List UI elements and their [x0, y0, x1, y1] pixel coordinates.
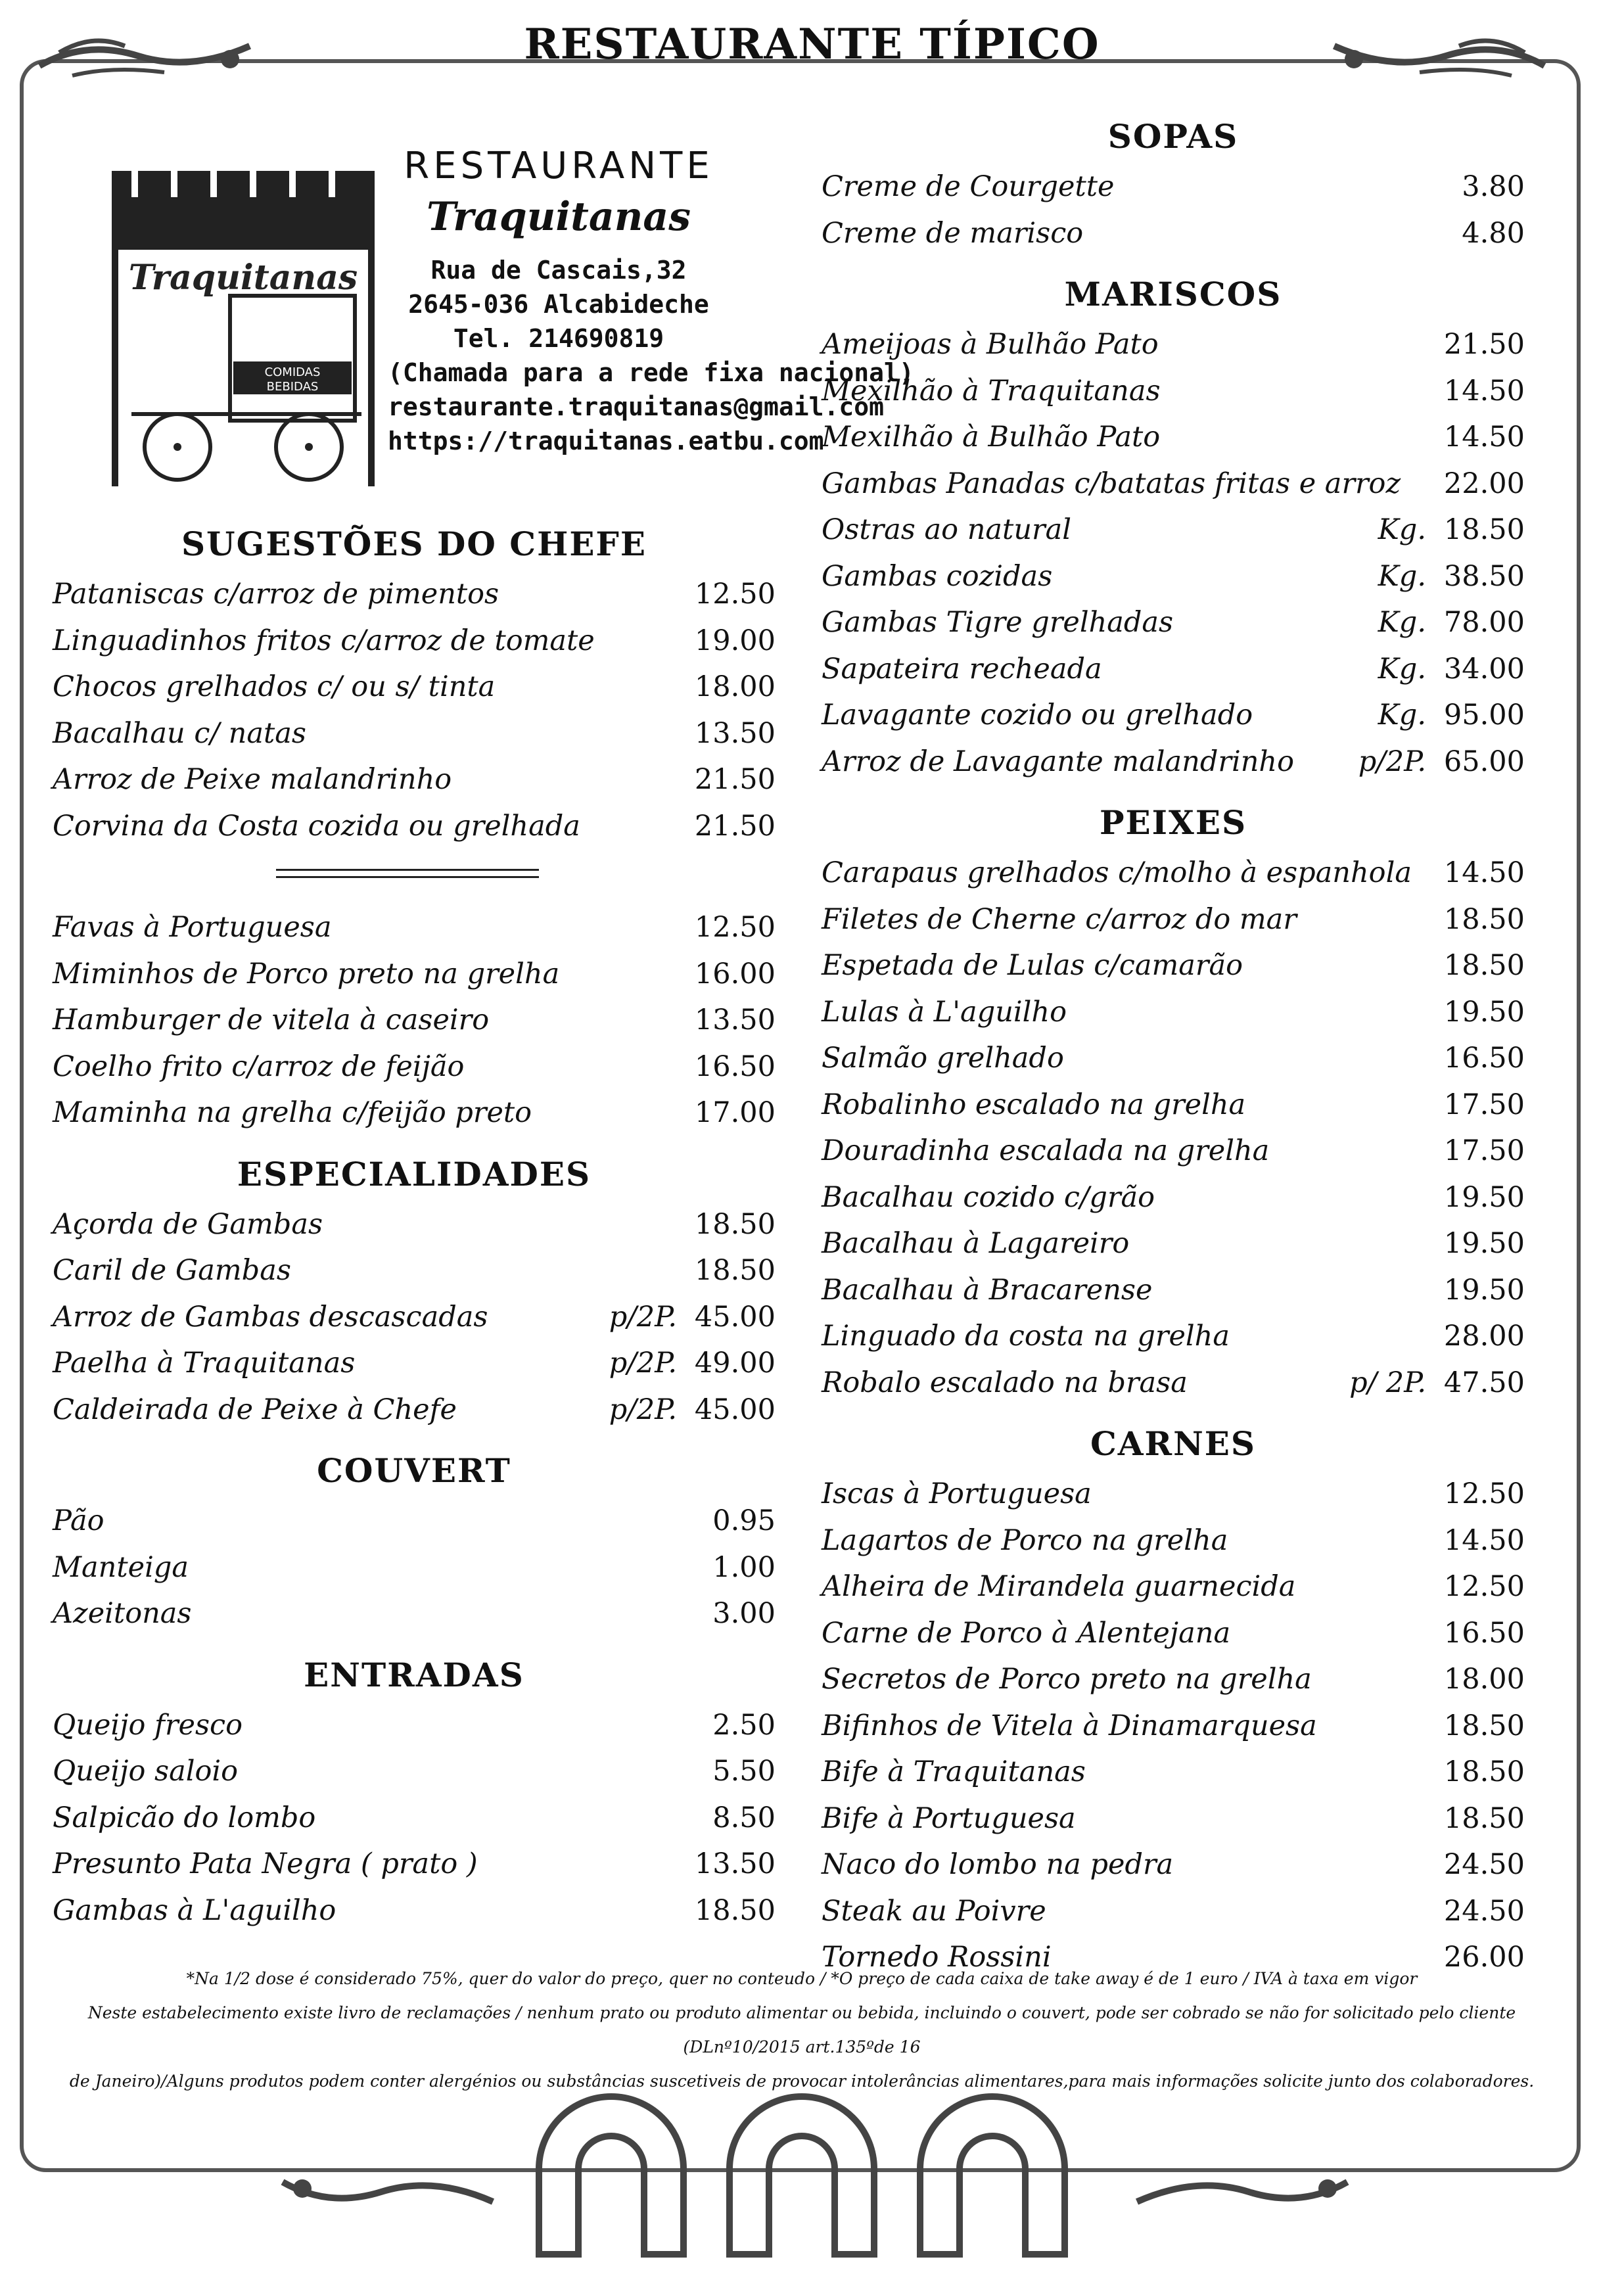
- menu-item: [53, 958, 776, 1004]
- menu-item: [53, 1597, 776, 1644]
- menu-item: [53, 763, 776, 810]
- menu-item-name: Ameijoas à Bulhão Pato: [822, 328, 1159, 361]
- menu-item-name: Arroz de Gambas descascadas: [53, 1300, 488, 1334]
- menu-item-name: Coelho frito c/arroz de feijão: [53, 1050, 465, 1083]
- menu-item: [822, 328, 1525, 375]
- menu-item-name: Alheira de Mirandela guarnecida: [822, 1570, 1296, 1603]
- footer-line: de Janeiro)/Alguns produtos podem conter alergénios ou substâncias suscetiveis de provocar intolerâncias alimentares,para mais informações solicite junto dos colaboradores.: [69, 2072, 1535, 2091]
- menu-item-unit: Kg.: [1378, 652, 1426, 685]
- menu-item-unit: p/2P.: [609, 1393, 677, 1426]
- menu-item-name: Gambas Tigre grelhadas: [822, 606, 1174, 639]
- menu-item: [53, 1551, 776, 1598]
- menu-item-price: 22.00: [1443, 467, 1525, 500]
- phone[interactable]: Tel. 214690819: [453, 324, 664, 353]
- menu-item-price: 14.50: [1443, 856, 1525, 889]
- menu-item-price: 13.50: [694, 716, 776, 750]
- email-link[interactable]: restaurante.traquitanas@gmail.com: [388, 392, 884, 421]
- section-title: PEIXES: [1099, 803, 1247, 842]
- menu-item: [822, 1802, 1525, 1849]
- menu-item: [53, 1096, 776, 1143]
- menu-item: [53, 1504, 776, 1551]
- logo-cart-text-comidas: COMIDAS: [264, 365, 321, 379]
- menu-item-price: 3.00: [712, 1597, 776, 1630]
- menu-item-name: Secretos de Porco preto na grelha: [822, 1663, 1312, 1696]
- section-title: SUGESTÕES DO CHEFE: [181, 524, 647, 563]
- page-title: RESTAURANTE TÍPICO: [524, 20, 1100, 69]
- menu-item: [822, 1895, 1525, 1941]
- menu-item-unit: Kg.: [1378, 513, 1426, 546]
- menu-item-price: 18.50: [1443, 949, 1525, 982]
- menu-item-price: 38.50: [1443, 559, 1525, 593]
- logo-cart-text-bebidas: BEBIDAS: [266, 380, 319, 394]
- menu-item-price: 21.50: [694, 809, 776, 843]
- menu-item: [822, 560, 1525, 607]
- menu-item-name: Mexilhão à Bulhão Pato: [822, 421, 1161, 453]
- menu-item-price: 18.50: [1443, 1801, 1525, 1835]
- logo-text: Traquitanas: [128, 258, 358, 298]
- menu-item-name: Gambas cozidas: [822, 559, 1053, 593]
- menu-item-price: 13.50: [694, 1004, 776, 1036]
- menu-item-name: Azeitonas: [53, 1597, 192, 1630]
- menu-item-unit: p/2P.: [1358, 745, 1426, 778]
- menu-item-name: Bifinhos de Vitela à Dinamarquesa: [822, 1709, 1317, 1742]
- phone-note: (Chamada para a rede fixa nacional): [388, 358, 914, 387]
- menu-item-name: Caldeirada de Peixe à Chefe: [53, 1393, 457, 1426]
- restaurant-name: Traquitanas: [426, 194, 691, 240]
- menu-item-name: Paelha à Traquitanas: [53, 1347, 356, 1380]
- menu-item-name: Creme de Courgette: [822, 170, 1115, 203]
- menu-item-price: 18.50: [1443, 513, 1525, 546]
- menu-item-price: 26.00: [1443, 1941, 1525, 1974]
- menu-item-name: Bife à Portuguesa: [822, 1801, 1076, 1835]
- menu-item: [822, 375, 1525, 421]
- menu-item-name: Iscas à Portuguesa: [822, 1477, 1092, 1510]
- menu-item-price: 14.50: [1443, 374, 1525, 407]
- scroll-ornament-icon: [276, 2162, 499, 2221]
- menu-item-name: Queijo fresco: [53, 1708, 243, 1742]
- menu-item-name: Filetes de Cherne c/arroz do mar: [822, 902, 1297, 936]
- menu-item-price: 21.50: [1443, 328, 1525, 361]
- menu-item: [822, 856, 1525, 903]
- menu-item: [822, 1755, 1525, 1802]
- horseshoe-icon: [920, 2097, 1065, 2254]
- menu-item-price: 47.50: [1443, 1366, 1525, 1399]
- menu-item-price: 18.00: [1443, 1663, 1525, 1696]
- menu-item-price: 3.80: [1462, 170, 1525, 203]
- menu-item-price: 18.50: [1443, 1755, 1525, 1788]
- menu-item-name: Miminhos de Porco preto na grelha: [53, 957, 560, 990]
- menu-item-name: Arroz de Peixe malandrinho: [53, 763, 452, 796]
- menu-item-name: Lagartos de Porco na grelha: [822, 1523, 1228, 1557]
- menu-item-name: Bife à Traquitanas: [822, 1755, 1086, 1788]
- menu-item-price: 12.50: [694, 578, 776, 611]
- menu-item-name: Gambas à L'aguilho: [53, 1893, 336, 1927]
- menu-item-price: 18.50: [1443, 902, 1525, 936]
- menu-item-name: Lavagante cozido ou grelhado: [822, 699, 1253, 731]
- menu-item-name: Steak au Poivre: [822, 1894, 1046, 1928]
- menu-item-price: 49.00: [694, 1347, 776, 1380]
- menu-item: [53, 911, 776, 958]
- menu-item-price: 5.50: [712, 1755, 776, 1788]
- menu-item-name: Pão: [53, 1504, 104, 1537]
- menu-item-name: Linguado da costa na grelha: [822, 1320, 1230, 1353]
- menu-item-unit: Kg.: [1378, 559, 1426, 593]
- menu-item: [822, 170, 1525, 217]
- menu-item-name: Douradinha escalada na grelha: [822, 1134, 1270, 1167]
- menu-item: [822, 1663, 1525, 1709]
- menu-item-name: Pataniscas c/arroz de pimentos: [53, 578, 499, 611]
- menu-item: [822, 513, 1525, 560]
- menu-item-price: 13.50: [694, 1847, 776, 1880]
- menu-item-name: Creme de marisco: [822, 216, 1084, 250]
- section-divider: [276, 869, 539, 878]
- menu-item: [822, 1848, 1525, 1895]
- menu-item: [53, 1050, 776, 1097]
- menu-item-price: 45.00: [694, 1393, 776, 1426]
- menu-item-price: 78.00: [1443, 606, 1525, 639]
- carriage-logo-icon: [105, 158, 381, 506]
- menu-item-price: 16.50: [1443, 1616, 1525, 1650]
- menu-item-price: 19.50: [1443, 1180, 1525, 1214]
- menu-item: [822, 467, 1525, 514]
- horseshoes-decoration: [513, 2077, 1170, 2261]
- menu-item: [822, 217, 1525, 264]
- section-title: ESPECIALIDADES: [237, 1154, 592, 1194]
- menu-item-price: 16.50: [1443, 1042, 1525, 1075]
- menu-item-price: 8.50: [712, 1801, 776, 1834]
- menu-item: [822, 1709, 1525, 1756]
- footer-line: *Na 1/2 dose é considerado 75%, quer do valor do preço, quer no conteudo / *O preço de cada caixa de take away é de 1 euro / IVA à taxa em vigor: [186, 1969, 1418, 1988]
- right-column: [822, 105, 1525, 1987]
- menu-item-price: 17.50: [1443, 1134, 1525, 1167]
- menu-item-price: 17.00: [694, 1096, 776, 1129]
- menu-item-price: 19.50: [1443, 1227, 1525, 1260]
- menu-item-name: Lulas à L'aguilho: [822, 995, 1067, 1029]
- menu-item: [53, 624, 776, 671]
- website-link[interactable]: https://traquitanas.eatbu.com: [388, 427, 824, 455]
- section-title: SOPAS: [1107, 117, 1239, 156]
- menu-item-name: Açorda de Gambas: [53, 1207, 323, 1241]
- menu-item-price: 12.50: [694, 911, 776, 944]
- menu-item-name: Sapateira recheada: [822, 652, 1102, 685]
- horseshoe-icon: [730, 2097, 874, 2254]
- section-title: ENTRADAS: [304, 1655, 524, 1694]
- menu-item-name: Arroz de Lavagante malandrinho: [822, 745, 1294, 778]
- menu-item: [822, 606, 1525, 653]
- menu-item-price: 17.50: [1443, 1088, 1525, 1121]
- menu-item-name: Bacalhau cozido c/grão: [822, 1180, 1155, 1214]
- menu-item-name: Espetada de Lulas c/camarão: [822, 949, 1243, 982]
- menu-item-price: 24.50: [1443, 1894, 1525, 1928]
- menu-item-name: Carapaus grelhados c/molho à espanhola: [822, 856, 1412, 889]
- menu-item-name: Salpicão do lombo: [53, 1801, 316, 1834]
- menu-item: [53, 1709, 776, 1755]
- menu-item: [53, 1301, 776, 1347]
- menu-item-name: Caril de Gambas: [53, 1254, 291, 1287]
- menu-item-name: Robalo escalado na brasa: [822, 1366, 1188, 1399]
- menu-item: [822, 1042, 1525, 1088]
- menu-item-price: 12.50: [1443, 1570, 1525, 1603]
- menu-item: [53, 1347, 776, 1393]
- menu-item-price: 18.50: [694, 1254, 776, 1287]
- restaurant-label: RESTAURANTE: [404, 145, 714, 187]
- section-title: MARISCOS: [1064, 275, 1282, 313]
- menu-item-name: Favas à Portuguesa: [53, 911, 332, 944]
- menu-item: [822, 903, 1525, 950]
- menu-item-price: 18.00: [694, 670, 776, 703]
- menu-item-price: 19.50: [1443, 995, 1525, 1029]
- menu-item-name: Corvina da Costa cozida ou grelhada: [53, 809, 580, 843]
- footer-line: Neste estabelecimento existe livro de reclamações / nenhum prato ou produto alimentar ou bebida, incluindo o couvert, pode ser cobrado se não for solicitado pelo cliente (DLnº10/2015 art.135ºde 16: [87, 2003, 1516, 2056]
- menu-item-price: 18.50: [1443, 1709, 1525, 1742]
- menu-item: [53, 1801, 776, 1848]
- menu-item: [53, 810, 776, 856]
- menu-item-name: Linguadinhos fritos c/arroz de tomate: [53, 624, 595, 657]
- menu-item: [822, 653, 1525, 699]
- menu-item: [53, 1847, 776, 1894]
- menu-item-name: Mexilhão à Traquitanas: [822, 374, 1161, 407]
- menu-item-unit: p/ 2P.: [1349, 1366, 1426, 1399]
- menu-item-price: 0.95: [712, 1504, 776, 1537]
- menu-item: [822, 1320, 1525, 1366]
- menu-item-price: 1.00: [712, 1550, 776, 1584]
- menu-item-price: 19.00: [694, 624, 776, 657]
- menu-item: [53, 1254, 776, 1301]
- menu-item-price: 45.00: [694, 1300, 776, 1334]
- menu-item: [53, 1393, 776, 1440]
- menu-item-price: 14.50: [1443, 1523, 1525, 1557]
- menu-item: [53, 670, 776, 717]
- menu-item: [53, 1755, 776, 1801]
- menu-item-price: 24.50: [1443, 1848, 1525, 1881]
- menu-item: [822, 1570, 1525, 1617]
- menu-item: [822, 1134, 1525, 1181]
- menu-item-price: 18.50: [694, 1893, 776, 1927]
- menu-item-name: Salmão grelhado: [822, 1042, 1064, 1075]
- menu-item-name: Bacalhau à Lagareiro: [822, 1227, 1130, 1260]
- menu-item-name: Chocos grelhados c/ ou s/ tinta: [53, 670, 496, 703]
- menu-item: [822, 1274, 1525, 1320]
- menu-item: [822, 1366, 1525, 1413]
- menu-item-price: 16.50: [694, 1050, 776, 1083]
- menu-item-price: 18.50: [694, 1207, 776, 1241]
- menu-item-name: Carne de Porco à Alentejana: [822, 1616, 1231, 1650]
- menu-item: [822, 949, 1525, 996]
- menu-item: [822, 421, 1525, 467]
- menu-item: [822, 1477, 1525, 1524]
- menu-item-price: 65.00: [1443, 745, 1525, 778]
- menu-item: [822, 1617, 1525, 1663]
- menu-item-price: 2.50: [712, 1708, 776, 1742]
- menu-item: [53, 578, 776, 624]
- menu-item: [822, 1181, 1525, 1228]
- menu-item: [822, 1088, 1525, 1135]
- menu-item-name: Ostras ao natural: [822, 513, 1071, 546]
- menu-item-name: Queijo saloio: [53, 1755, 239, 1788]
- menu-item-name: Manteiga: [53, 1550, 189, 1584]
- scroll-ornament-icon: [33, 26, 256, 85]
- menu-item: [53, 1894, 776, 1941]
- postal-code: 2645-036 Alcabideche: [408, 290, 709, 319]
- menu-item-price: 12.50: [1443, 1477, 1525, 1510]
- menu-item-unit: Kg.: [1378, 606, 1426, 639]
- menu-item: [822, 745, 1525, 792]
- menu-item-price: 19.50: [1443, 1273, 1525, 1307]
- section-title: COUVERT: [317, 1451, 511, 1490]
- menu-item-name: Naco do lombo na pedra: [822, 1848, 1174, 1881]
- menu-item-unit: p/2P.: [609, 1347, 677, 1380]
- menu-item-price: 95.00: [1443, 699, 1525, 731]
- section-title: CARNES: [1090, 1424, 1257, 1463]
- menu-item: [822, 1227, 1525, 1274]
- menu-item-name: Maminha na grelha c/feijão preto: [53, 1096, 532, 1129]
- address: Rua de Cascais,32: [430, 256, 687, 285]
- menu-item-name: Bacalhau c/ natas: [53, 716, 306, 750]
- menu-item-name: Gambas Panadas c/batatas fritas e arroz: [822, 467, 1401, 500]
- menu-item-unit: Kg.: [1378, 699, 1426, 731]
- menu-item: [53, 1208, 776, 1255]
- menu-item-price: 28.00: [1443, 1320, 1525, 1353]
- menu-item: [822, 699, 1525, 745]
- horseshoe-icon: [539, 2097, 684, 2254]
- menu-item-unit: p/2P.: [609, 1300, 677, 1334]
- left-column: [53, 513, 776, 1940]
- menu-item: [822, 996, 1525, 1042]
- menu-item-name: Robalinho escalado na grelha: [822, 1088, 1246, 1121]
- menu-item-price: 14.50: [1443, 421, 1525, 453]
- menu-item: [822, 1524, 1525, 1571]
- menu-item-price: 21.50: [694, 763, 776, 796]
- menu-item: [53, 717, 776, 764]
- restaurant-info: [388, 145, 914, 458]
- menu-item-name: Hamburger de vitela à caseiro: [53, 1004, 490, 1036]
- menu-item-name: Bacalhau à Bracarense: [822, 1273, 1153, 1307]
- scroll-ornament-icon: [1328, 26, 1551, 85]
- menu-item-price: 4.80: [1462, 216, 1525, 250]
- menu-item-name: Presunto Pata Negra ( prato ): [53, 1847, 478, 1880]
- menu-item-price: 34.00: [1443, 652, 1525, 685]
- menu-item-price: 16.00: [694, 957, 776, 990]
- menu-item: [53, 1004, 776, 1050]
- menu-item-name: Tornedo Rossini: [822, 1941, 1052, 1974]
